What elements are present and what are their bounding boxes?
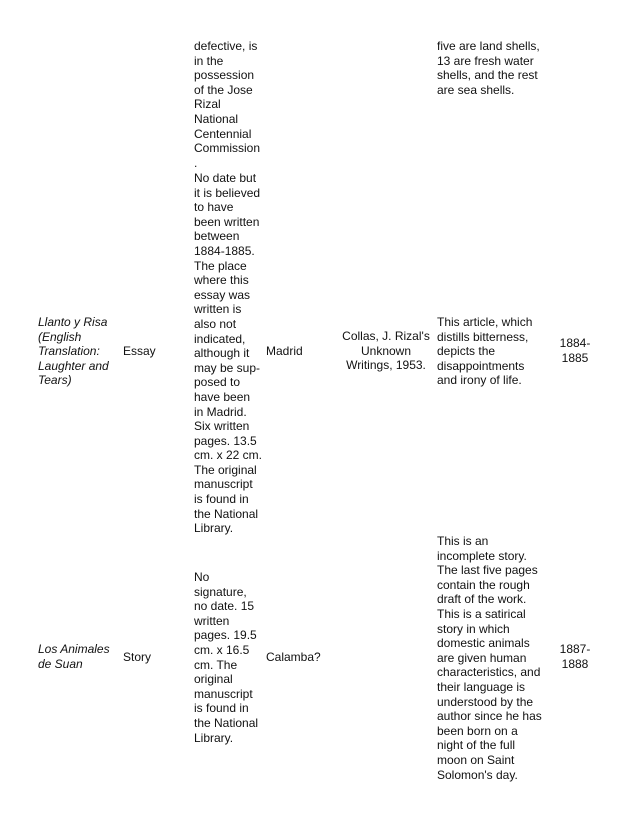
text-line: also not — [194, 316, 237, 331]
work-contents-cell — [437, 315, 532, 388]
text-line: pages. 13.5 — [194, 433, 257, 448]
work-year-cell — [552, 642, 598, 671]
text-line: Translation: — [38, 344, 100, 359]
text-line: No — [194, 570, 210, 584]
text-line: contain the rough — [437, 577, 530, 592]
text-line: characteristics, and — [437, 665, 541, 680]
text-line: posed to — [194, 375, 241, 390]
text-line: cm. x 22 cm. — [194, 448, 263, 463]
text-line: The last five pages — [437, 563, 538, 578]
work-type-cell — [123, 344, 156, 359]
work-place: Calamba? — [266, 650, 321, 664]
text-line: 1885 — [561, 350, 589, 365]
text-line: the National — [194, 715, 259, 730]
text-line: author since he has — [437, 709, 542, 724]
text-line: Los Animales — [38, 642, 110, 656]
text-line: pages. 19.5 — [194, 628, 257, 643]
text-line: between — [194, 229, 240, 244]
text-line: Llanto y Risa — [38, 315, 108, 329]
text-line: Writings, 1953. — [346, 358, 426, 373]
work-title-cell — [38, 315, 109, 388]
work-remarks-cell — [194, 570, 258, 745]
continued-remarks-cell — [194, 39, 260, 170]
text-line: 1884-1885. — [194, 243, 255, 258]
text-line: no date. 15 — [194, 599, 255, 614]
text-line: Commission — [194, 141, 261, 156]
text-line: depicts the — [437, 344, 496, 359]
text-line: This article, which — [437, 315, 533, 329]
text-line: and irony of life. — [437, 373, 522, 388]
text-line: it is believed — [194, 185, 261, 200]
text-line: are sea shells. — [437, 82, 515, 97]
text-line: Collas, J. Rizal's — [342, 329, 430, 343]
text-line: may be sup- — [194, 360, 261, 375]
work-year-cell — [552, 336, 598, 365]
text-line: understood by the — [437, 694, 534, 709]
text-line: The place — [194, 258, 247, 273]
text-line: night of the full — [437, 738, 516, 753]
text-line: This is an — [437, 534, 489, 548]
text-line: National — [194, 111, 239, 126]
text-line: in the — [194, 53, 224, 68]
text-line: disappointments — [437, 358, 525, 373]
text-line: Six written — [194, 419, 250, 434]
work-source-cell — [334, 329, 438, 373]
text-line: written — [194, 613, 230, 628]
text-line: been written — [194, 214, 260, 229]
text-line: Centennial — [194, 126, 252, 141]
text-line: although it — [194, 346, 250, 361]
text-line: five are land shells, — [437, 39, 540, 53]
text-line: shells, and the rest — [437, 68, 538, 83]
text-line: signature, — [194, 584, 247, 599]
text-line: Solomon's day. — [437, 767, 518, 782]
work-type-cell — [123, 650, 151, 665]
continued-contents-cell — [437, 39, 540, 97]
text-line: 1887- — [559, 642, 591, 656]
text-line: possession — [194, 68, 255, 83]
work-remarks-cell — [194, 171, 262, 536]
text-line: essay was — [194, 287, 251, 302]
text-line: indicated, — [194, 331, 246, 346]
work-place-cell — [266, 344, 303, 359]
work-place-cell — [266, 650, 321, 665]
text-line: been born on a — [437, 723, 518, 738]
text-line: The original — [194, 462, 257, 477]
text-line: story in which — [437, 621, 510, 636]
text-line: 13 are fresh water — [437, 53, 534, 68]
text-line: written is — [194, 302, 242, 317]
text-line: Rizal — [194, 97, 221, 112]
text-line: (English — [38, 329, 82, 344]
text-line: 1884- — [559, 336, 591, 350]
text-line: cm. x 16.5 — [194, 642, 250, 657]
text-line: distills bitterness, — [437, 329, 529, 344]
text-line: de Suan — [38, 656, 83, 671]
text-line: manuscript — [194, 477, 253, 492]
work-contents-cell — [437, 534, 542, 782]
text-line: is found in — [194, 492, 249, 507]
text-line: . — [194, 155, 198, 170]
text-line: Laughter and — [38, 358, 109, 373]
text-line: Tears) — [38, 373, 72, 388]
text-line: incomplete story. — [437, 548, 527, 563]
text-line: domestic animals — [437, 636, 530, 651]
work-type: Essay — [123, 344, 156, 358]
text-line: in Madrid. — [194, 404, 247, 419]
text-line: their language is — [437, 679, 526, 694]
text-line: the National — [194, 506, 259, 521]
text-line: moon on Saint — [437, 752, 515, 767]
work-type: Story — [123, 650, 152, 664]
text-line: Unknown — [360, 343, 412, 358]
work-title-cell — [38, 642, 110, 671]
text-line: 1888 — [561, 656, 589, 671]
text-line: is found in — [194, 701, 249, 716]
text-line: cm. The — [194, 657, 238, 672]
text-line: No date but — [194, 171, 257, 185]
text-line: are given human — [437, 650, 527, 665]
text-line: manuscript — [194, 686, 253, 701]
text-line: draft of the work. — [437, 592, 527, 607]
text-line: of the Jose — [194, 82, 253, 97]
text-line: defective, is — [194, 39, 258, 53]
work-place: Madrid — [266, 344, 303, 358]
text-line: have been — [194, 389, 251, 404]
text-line: Library. — [194, 521, 234, 536]
text-line: original — [194, 672, 233, 687]
text-line: where this — [194, 273, 249, 288]
text-line: This is a satirical — [437, 606, 526, 621]
text-line: Library. — [194, 730, 234, 745]
text-line: to have — [194, 200, 234, 215]
